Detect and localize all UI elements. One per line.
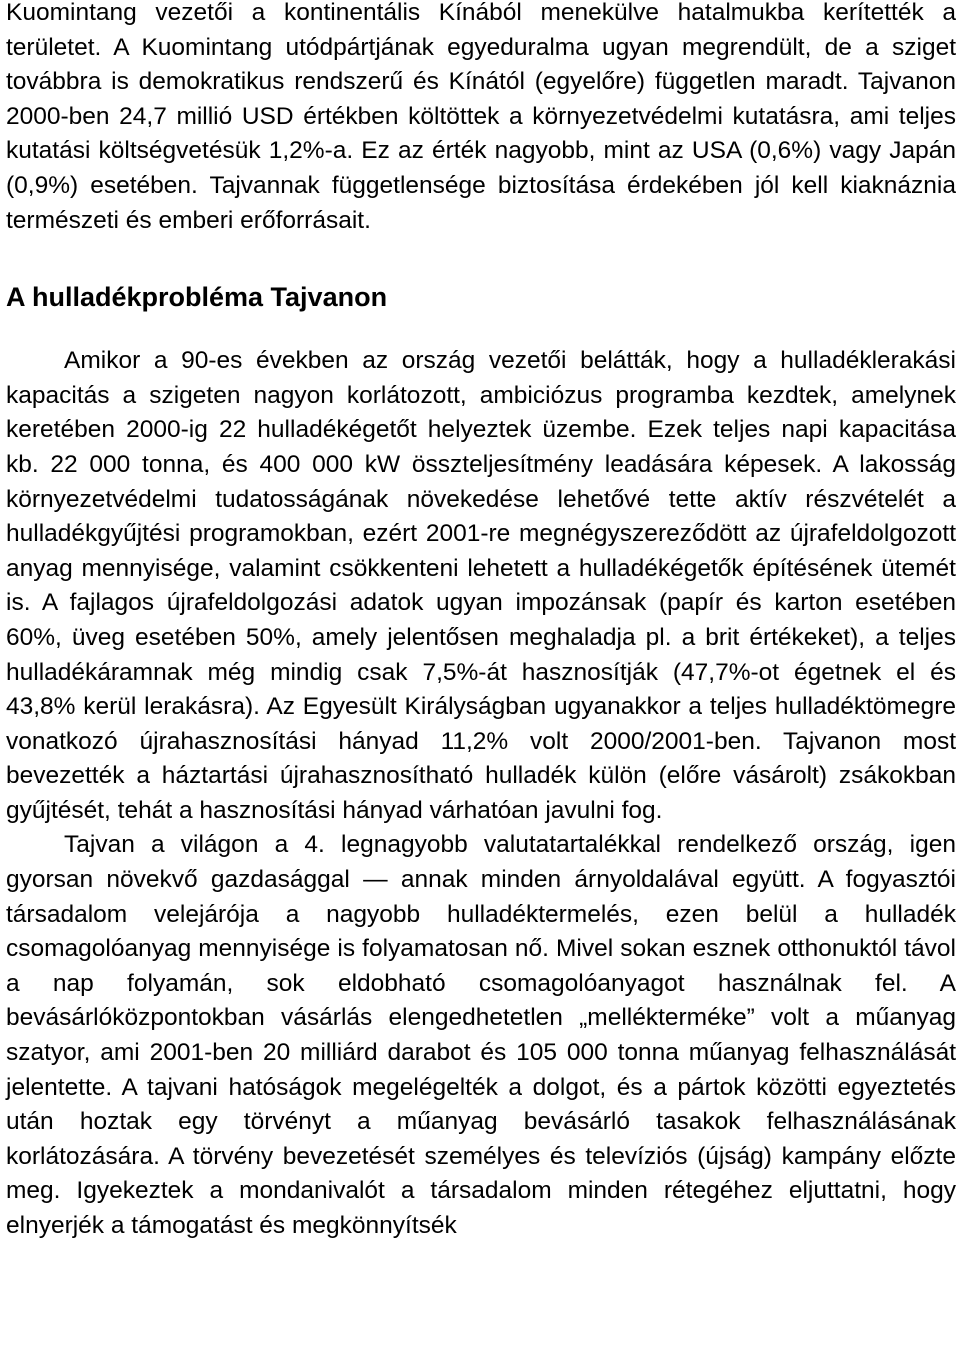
body-paragraph-2: Tajvan a világon a 4. legnagyobb valutatartalékkal rendelkező ország, igen gyorsan növekvő gazdasággal — annak minden árnyoldalával együtt. A fogyasztói társadalom velejárója a nagyobb hulladéktermelés, ezen belül a hulladék csomagolóanyag mennyisége is folyamatosan nő. Mivel sokan esznek otthonuktól távol a nap folyamán, sok eldobható csomagolóanyagot használnak fel. A bevásárlóközpontokban vásárlás elengedhetetlen „mellékterméke” volt a műanyag szatyor, ami 2001-ben 20 milliárd darabot és 105 000 tonna műanyag felhasználását jelentette. A tajvani hatóságok megelégelték a dolgot, és a pártok közötti egyeztetés után hoztak egy törvényt a műanyag bevásárló tasakok felhasználásának korlátozására. A törvény bevezetését személyes és televíziós (újság) kampány előzte meg. Igyekeztek a mondanivalót a társadalom minden rétegéhez eljuttatni, hogy elnyerjék a támogatást és megkönnyítsék — [6, 831, 956, 1239]
section-heading: A hulladékprobléma Tajvanon — [6, 282, 388, 313]
intro-paragraph: Kuomintang vezetői a kontinentális Kínából menekülve hatalmukba kerítették a területet. A Kuomintang utódpártjának egyeduralma ugyan megrendült, de a sziget továbbra is demokratikus rendszerű és Kínától (egyelőre) független maradt. Tajvanon 2000-ben 24,7 millió USD értékben költöttek a környezetvédelmi kutatásra, ami teljes kutatási költségvetésük 1,2%-a. Ez az érték nagyobb, mint az USA (0,6%) vagy Japán (0,9%) esetében. Tajvannak függetlensége biztosítása érdekében jól kell kiaknáznia természeti és emberi erőforrásait. — [6, 0, 956, 234]
body-paragraph-1: Amikor a 90-es években az ország vezetői belátták, hogy a hulladéklerakási kapacitás a szigeten nagyon korlátozott, ambiciózus programba kezdtek, amelynek keretében 2000-ig 22 hulladékégetőt helyeztek üzembe. Ezek teljes napi kapacitása kb. 22 000 tonna, és 400 000 kW összteljesítmény leadására képesek. A lakosság környezetvédelmi tudatosságának növekedése lehetővé tette aktív részvételét a hulladékgyűjtési programokban, ezért 2001-re megnégyszereződött az újrafeldolgozott anyag mennyisége, valamint csökkenteni lehetett a hulladékégetők építésének ütemét is. A fajlagos újrafeldolgozási adatok ugyan impozánsak (papír és karton esetében 60%, üveg esetében 50%, amely jelentősen meghaladja pl. a brit értékeket), a teljes hulladékáramnak még mindig csak 7,5%-át hasznosítják (47,7%-ot égetnek el és 43,8% kerül lerakásra). Az Egyesült Királyságban ugyanakkor a teljes hulladéktömegre vonatkozó újrahasznosítási hányad 11,2% volt 2000/2001-ben. Tajvanon most bevezették a háztartási újrahasznosítható hulladék külön (előre vásárolt) zsákokban gyűjtését, tehát a hasznosítási hányad várhatóan javulni fog. — [6, 347, 956, 824]
document-page — [6, 0, 956, 1244]
